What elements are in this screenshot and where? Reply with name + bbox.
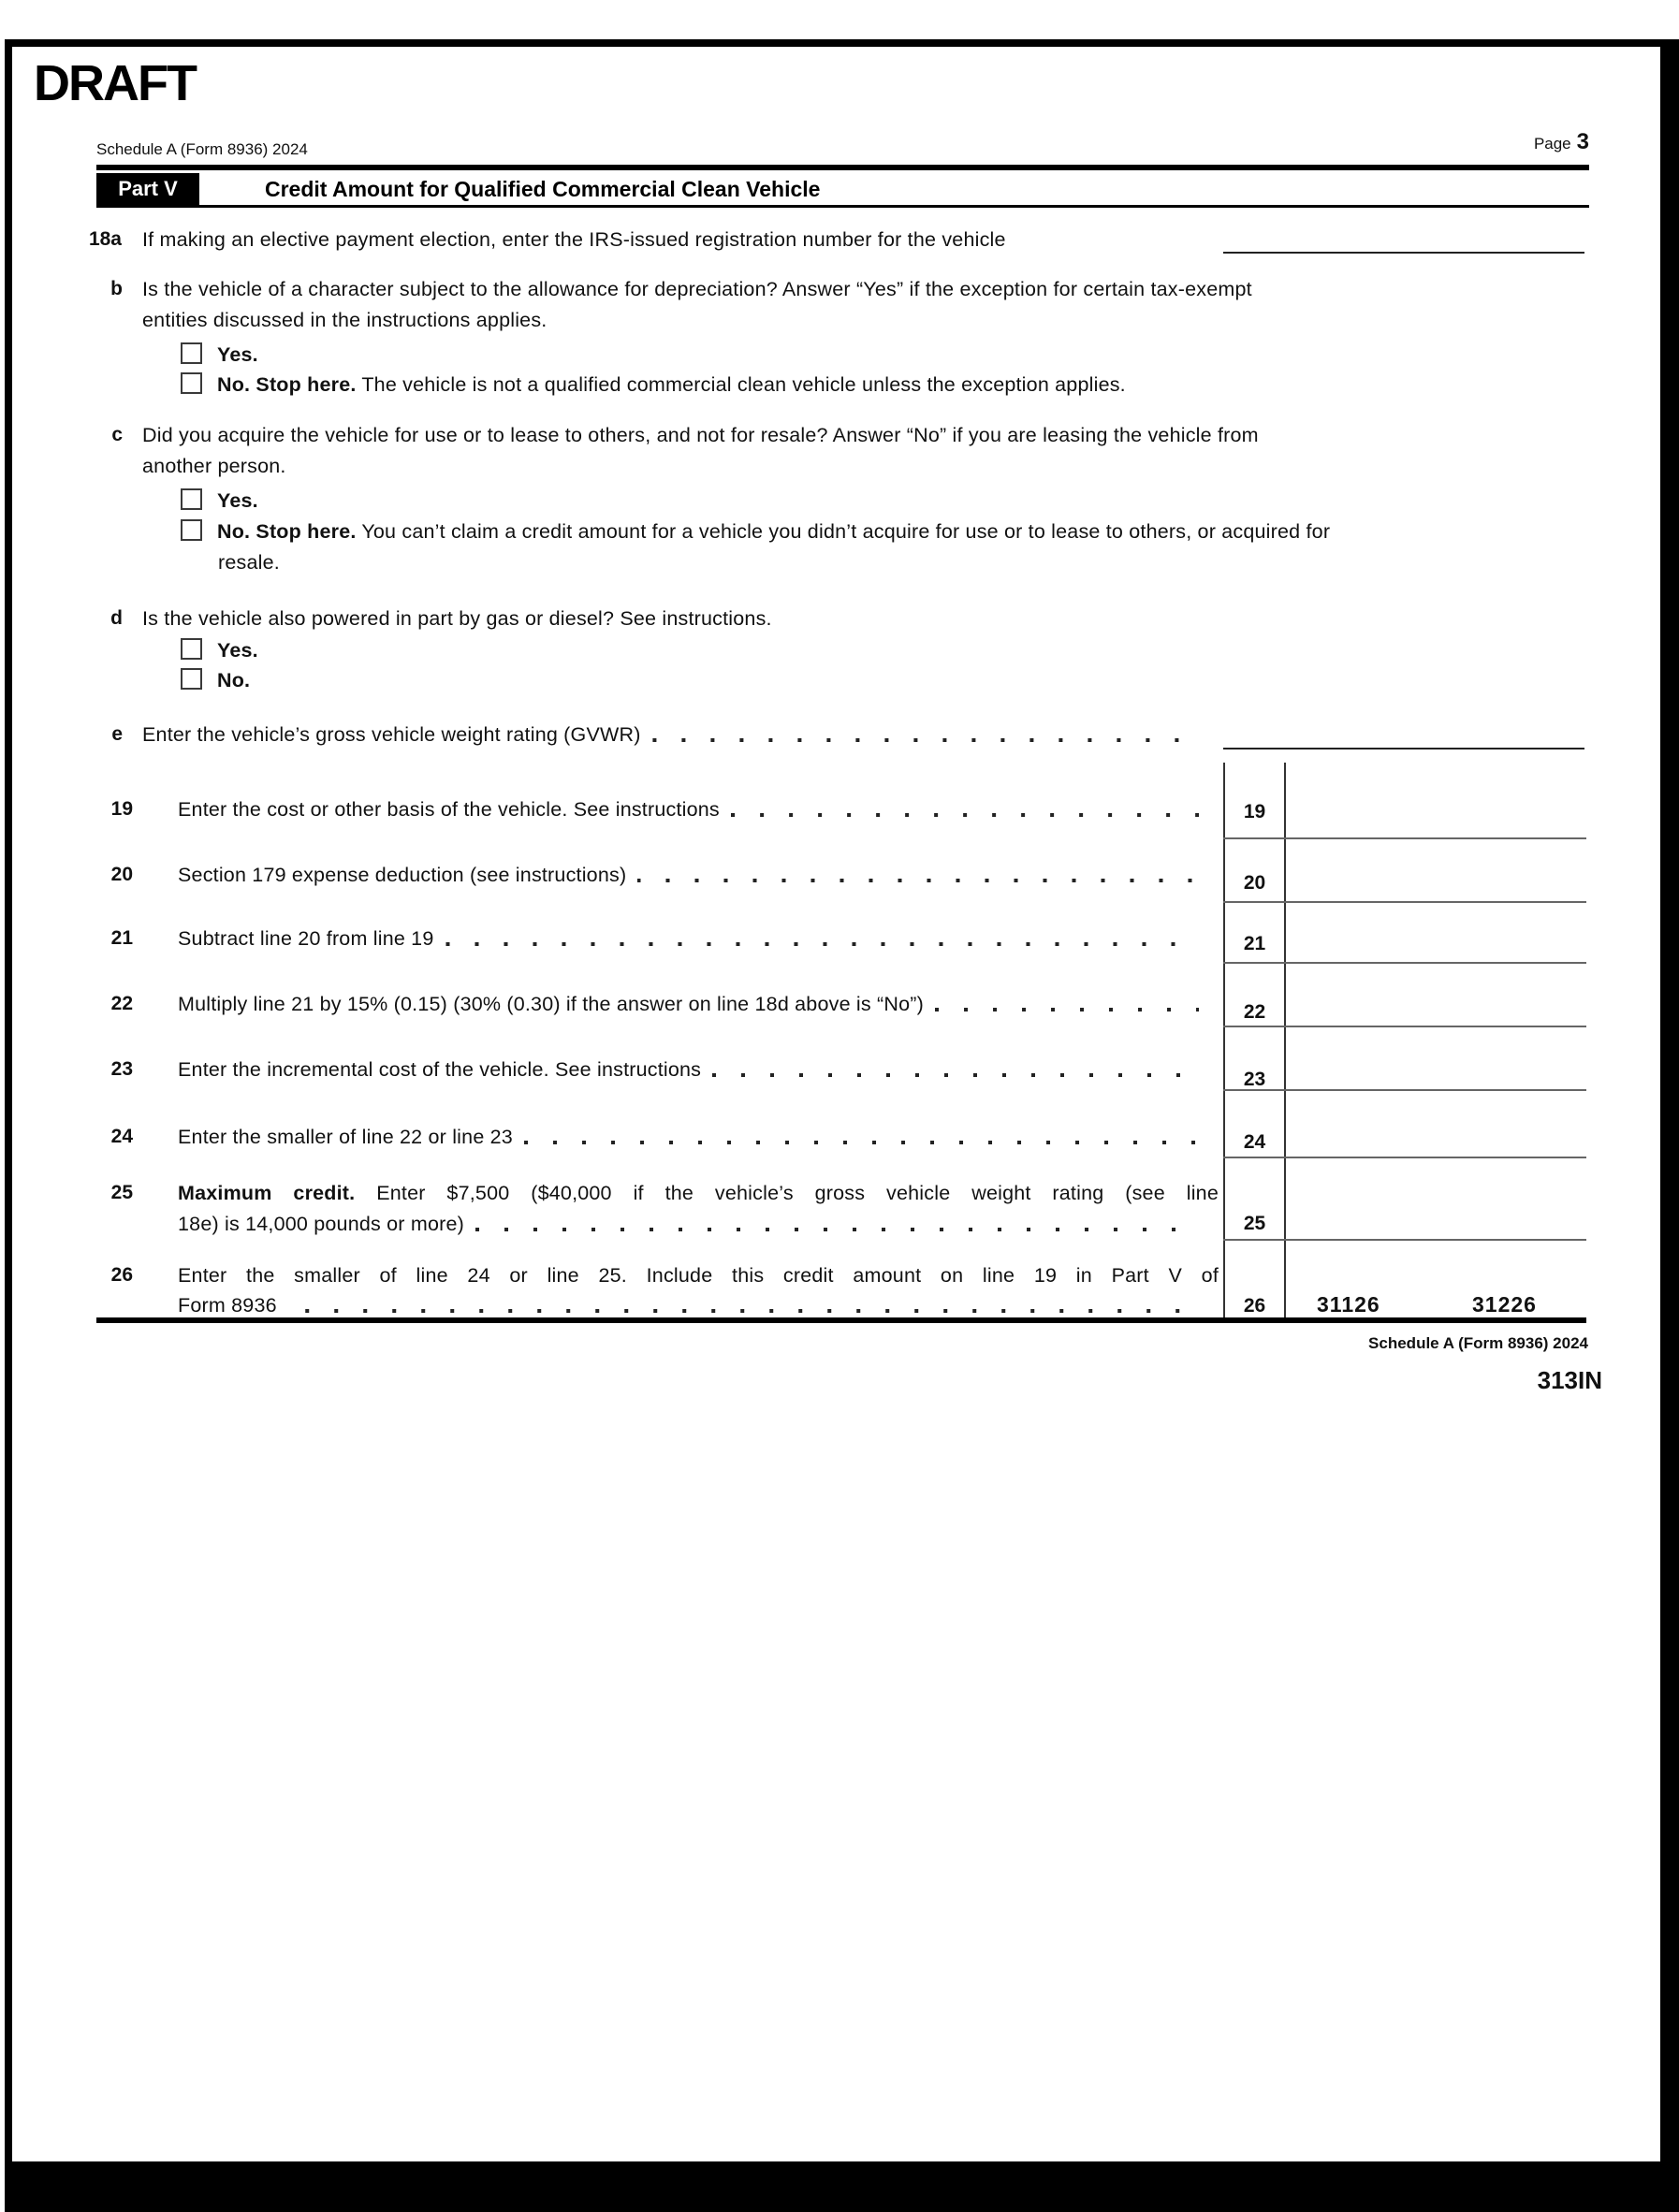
line20-number: 20 [110,864,133,885]
line18b-yes-checkbox[interactable] [181,342,202,364]
line18a-input-line[interactable] [1223,252,1584,254]
line19-row [178,797,1212,822]
dot-leader [475,1228,1199,1231]
footer-form-id: Schedule A (Form 8936) 2024 [1368,1334,1588,1352]
line25-cell-number: 25 [1243,1213,1266,1234]
line21-amount-cell[interactable] [1288,903,1584,962]
line22-row [178,992,1212,1016]
line21-cell-number: 21 [1243,933,1266,954]
header-page-indicator [1534,129,1589,155]
part-end-rule [96,1317,1586,1323]
line21-row [178,926,1212,951]
dot-leader [731,813,1199,817]
line18e-number: e [111,723,123,745]
line18c-yes-label: Yes. [217,489,258,512]
line25-text-line2-row [178,1212,1212,1236]
line18e-text: Enter the vehicle’s gross vehicle weight rating (GVWR) [142,723,641,746]
dot-leader [712,1073,1199,1077]
line18b-text-line1: Is the vehicle of a character subject to the allowance for depreciation? Answer “Yes” if the exception for certain tax-exempt [142,278,1252,300]
line20-text: Section 179 expense deduction (see instructions) [178,864,627,886]
line18e-input-line[interactable] [1223,748,1584,749]
line19-text: Enter the cost or other basis of the vehicle. See instructions [178,798,720,821]
line18c-yes-row [181,488,258,513]
line23-text: Enter the incremental cost of the vehicle. See instructions [178,1058,702,1081]
line22-number: 22 [110,993,133,1014]
line18a-number: 18a [88,228,122,250]
line18c-yes-checkbox[interactable] [181,488,202,510]
line25-text-line1: Maximum credit. Enter $7,500 ($40,000 if the vehicle’s gross vehicle weight rating (see line [178,1182,1219,1204]
dot-leader [652,738,1197,742]
line19-cell-number: 19 [1243,801,1266,822]
line25-text-line2: 18e) is 14,000 pounds or more) [178,1213,464,1235]
line23-amount-cell[interactable] [1288,1027,1584,1089]
line22-amount-cell[interactable] [1288,964,1584,1026]
line18c-no-checkbox[interactable] [181,519,202,541]
print-code: 313IN [1537,1366,1602,1394]
dot-leader [524,1141,1199,1144]
line18b-yes-row [181,342,258,367]
line24-text: Enter the smaller of line 22 or line 23 [178,1126,513,1148]
line22-cell-number: 22 [1243,1001,1266,1023]
line18e-row [142,722,1210,747]
line18d-yes-row [181,638,258,662]
line23-cell-number: 23 [1243,1069,1266,1090]
line20-row [178,863,1212,887]
line26-text-line2-row [178,1293,1212,1317]
line22-text: Multiply line 21 by 15% (0.15) (30% (0.30) if the answer on line 18d above is “No”) [178,993,924,1015]
part-v-label: Part V [96,173,199,205]
line26-field-code-left: 31126 [1317,1292,1380,1317]
header-rule [96,165,1589,170]
part-v-title: Credit Amount for Qualified Commercial Clean Vehicle [265,176,821,201]
dot-leader [445,942,1199,946]
line19-number: 19 [110,798,133,820]
line25-number: 25 [110,1182,133,1203]
line20-cell-number: 20 [1243,872,1266,894]
line18b-yes-label: Yes. [217,343,258,366]
line18d-number: d [110,607,123,629]
line24-amount-cell[interactable] [1288,1091,1584,1157]
line18d-no-checkbox[interactable] [181,668,202,690]
line18d-text: Is the vehicle also powered in part by gas or diesel? See instructions. [142,607,772,630]
line26-text-line1: Enter the smaller of line 24 or line 25. Include this credit amount on line 19 in Part V of [178,1264,1219,1287]
line21-number: 21 [110,927,133,949]
line26-cell-number: 26 [1243,1295,1266,1317]
line18c-text-line2: another person. [142,455,286,477]
line18b-no-row [181,372,1126,397]
line18d-no-row [181,668,250,692]
line26-text-line2: Form 8936 [178,1294,277,1317]
line18d-yes-label: Yes. [217,639,258,662]
line18c-no-label: No. Stop here. You can’t claim a credit amount for a vehicle you didn’t acquire for use or to lease to others, or acquired for [217,520,1331,543]
line25-amount-cell[interactable] [1288,1158,1584,1237]
draft-watermark: DRAFT [34,55,196,111]
line18c-no-row [181,519,1330,544]
line26-field-code-right: 31226 [1472,1292,1537,1317]
line24-number: 24 [110,1126,133,1147]
line18c-no-label-line2: resale. [218,551,280,574]
line24-cell-number: 24 [1243,1131,1266,1153]
line26-number: 26 [110,1264,133,1286]
line18a-text: If making an elective payment election, enter the IRS-issued registration number for the vehicle [142,228,1006,251]
line21-text: Subtract line 20 from line 19 [178,927,434,950]
part-v-header [96,173,1589,208]
line23-number: 23 [110,1058,133,1080]
line24-row [178,1125,1212,1149]
line18c-text-line1: Did you acquire the vehicle for use or to lease to others, and not for resale? Answer “No” if you are leasing the vehicle from [142,424,1259,446]
line18b-text-line2: entities discussed in the instructions applies. [142,309,548,331]
line18b-number: b [110,278,123,299]
dot-leader [305,1309,1199,1313]
line18b-no-label: No. Stop here. The vehicle is not a qualified commercial clean vehicle unless the exception applies. [217,373,1126,396]
dot-leader [637,879,1199,882]
dot-leader [935,1008,1199,1011]
line18b-no-checkbox[interactable] [181,372,202,394]
line18d-no-label: No. [217,669,251,691]
page-number: 3 [1576,129,1589,154]
line19-amount-cell[interactable] [1288,764,1584,837]
page-label: Page [1533,135,1571,153]
line20-amount-cell[interactable] [1288,839,1584,901]
line23-row [178,1057,1212,1082]
header-form-id: Schedule A (Form 8936) 2024 [96,140,308,158]
line18d-yes-checkbox[interactable] [181,638,202,660]
line18c-number: c [111,424,123,445]
